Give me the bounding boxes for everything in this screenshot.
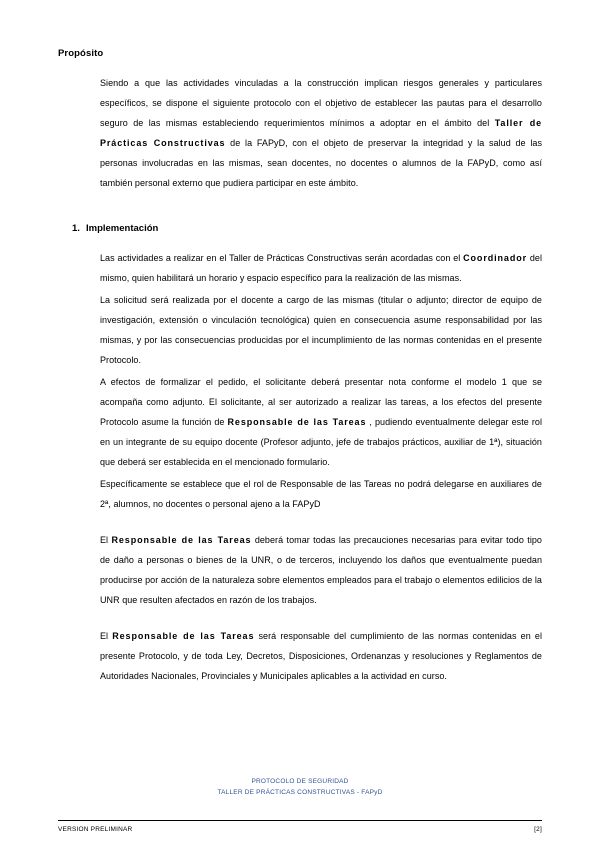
purpose-text-b: de la FAPyD, con el objeto de preservar la integridad y la salud de las personas involucradas en las mismas, sean docentes, no docentes o alumnos de la FAPyD, como así también personal externo que pudiera participar en este ámbito.	[100, 138, 542, 188]
section-1-paragraph-2: La solicitud será realizada por el docente a cargo de las mismas (titular o adjunto; director de equipo de investigación, extensión o vinculación tecnológica) quien en consecuencia asume responsabilidad por las mismas, y por las consecuencias producidas por el incumplimiento de las normas contenidas en el presente Protocolo.	[100, 295, 542, 365]
s1p5-text-b: deberá tomar todas las precauciones necesarias para evitar todo tipo de daño a personas o bienes de la UNR, o de terceros, incluyendo los daños que eventualmente puedan producirse por acción de la naturaleza sobre elementos empleados para el trabajo o elementos edilicios de la UNR que resulten afectados en razón de los trabajos.	[100, 535, 542, 605]
footer-title-line1: PROTOCOLO DE SEGURIDAD	[251, 778, 349, 785]
section-1-number: 1.	[72, 223, 80, 234]
purpose-section	[100, 73, 542, 193]
purpose-paragraph	[100, 73, 542, 193]
section-1-heading	[58, 223, 542, 234]
s1p3-text-a: A efectos de formalizar el pedido, el solicitante deberá presentar nota conforme el modelo 1 que se acompaña como adjunto. El solicitante, al ser autorizado a realizar las tareas, a los efectos del presente Protocolo asume la función de	[100, 377, 542, 427]
footer-version-label: VERSION PRELIMINAR	[58, 826, 133, 833]
footer-title-line2: TALLER DE PRÁCTICAS CONSTRUCTIVAS - FAPyD	[217, 789, 383, 796]
section-1-title: Implementación	[86, 223, 159, 234]
footer-divider	[58, 820, 542, 821]
s1p6-text-bold: Responsable de las Tareas	[112, 631, 255, 641]
footer-page-number: [2]	[534, 826, 542, 833]
s1p5-text-a: El	[100, 535, 112, 545]
section-1-paragraph-6	[100, 626, 542, 686]
s1p1-text-a: Las actividades a realizar en el Taller de Prácticas Constructivas serán acordadas con el	[100, 253, 464, 263]
purpose-text-bold: Taller de Prácticas Constructivas	[100, 118, 542, 148]
s1p6-text-a: El	[100, 631, 113, 641]
section-1-paragraph-5	[100, 530, 542, 610]
section-1-paragraph-1	[100, 248, 542, 288]
s1p3-text-b: , pudiendo eventualmente delegar este rol en un integrante de su equipo docente (Profesor adjunto, jefe de trabajos prácticos, auxiliar de 1ª), situación que deberá ser establecida en el mencionado formulario.	[100, 417, 543, 467]
section-1-paragraph-4: Específicamente se establece que el rol de Responsable de las Tareas no podrá delegarse en auxiliares de 2ª, alumnos, no docentes o personal ajeno a la FAPyD	[100, 479, 542, 509]
s1p1-text-bold: Coordinador	[463, 253, 528, 263]
s1p3-text-bold: Responsable de las Tareas	[227, 417, 367, 427]
section-1-body	[100, 248, 542, 686]
s1p6-text-b: será responsable del cumplimiento de las normas contenidas en el presente Protocolo, y de toda Ley, Decretos, Disposiciones, Ordenanzas y resoluciones y Reglamentos de Autoridades Nacionales, Provinciales y Municipales aplicables a la actividad en curso.	[100, 631, 543, 681]
footer-center	[0, 776, 600, 798]
purpose-text-a: Siendo a que las actividades vinculadas a la construcción implican riesgos generales y particulares específicos, se dispone el siguiente protocolo con el objetivo de establecer las pautas para el desarrollo seguro de las mismas estableciendo requerimientos mínimos a adoptar en el ámbito del	[100, 78, 542, 128]
s1p1-text-b: del mismo, quien habilitará un horario y espacio específico para la realización de las mismas.	[100, 253, 542, 283]
s1p5-text-bold: Responsable de las Tareas	[111, 535, 252, 545]
page-title: Propósito	[58, 48, 104, 59]
section-1-paragraph-3	[100, 372, 542, 472]
